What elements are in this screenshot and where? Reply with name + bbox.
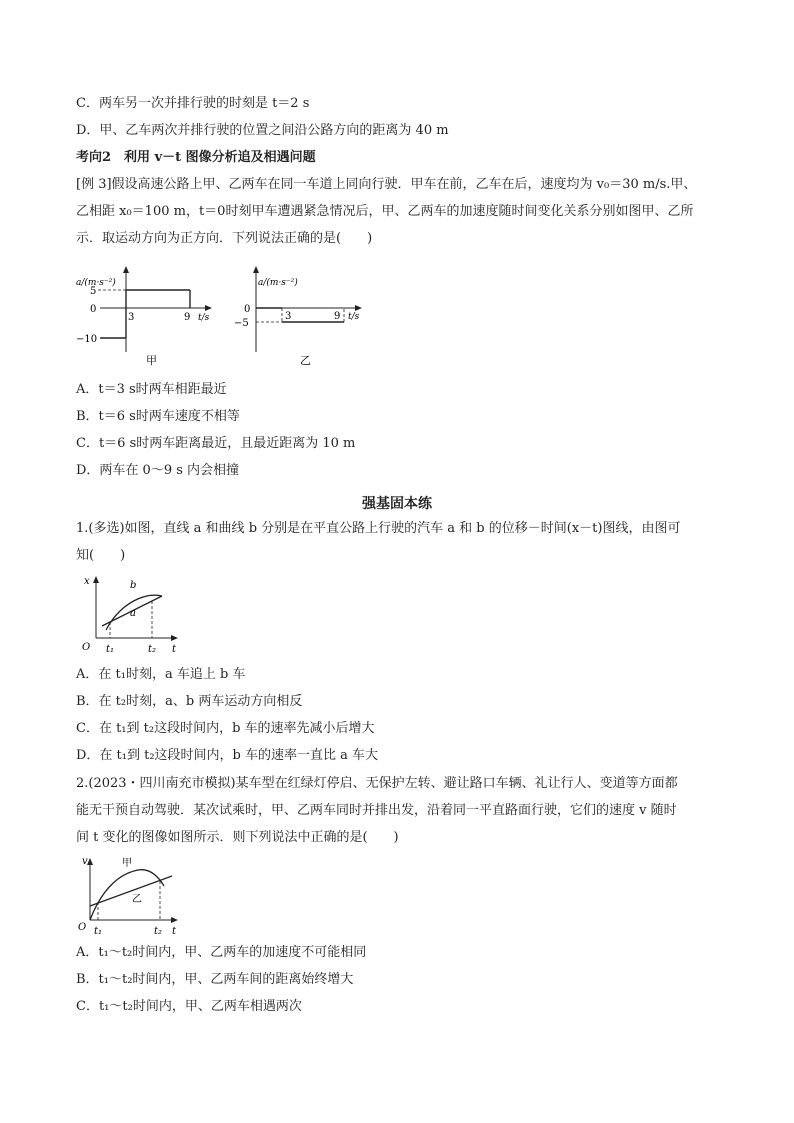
t2-label: t₂ (148, 644, 157, 654)
figure-q2 (76, 854, 186, 936)
y-axis-arrow (253, 266, 259, 273)
example3-line1: [例 3]假设高速公路上甲、乙两车在同一车道上同向行驶．甲车在前，乙车在后，速度均为 v₀＝30 m/s.甲、 (76, 177, 697, 192)
y-label: a/(m·s⁻²) (258, 278, 298, 288)
y-axis-arrow (123, 266, 129, 273)
label-yi: 乙 (132, 894, 142, 905)
figure-yi (230, 262, 380, 372)
y-label: x (84, 576, 90, 587)
y-label: a/(m·s⁻²) (76, 278, 116, 288)
origin-label: O (82, 642, 91, 653)
x-label: t (172, 644, 177, 654)
origin-label: O (78, 922, 87, 933)
x-label: t/s (198, 313, 210, 323)
caption-yi: 乙 (300, 354, 311, 367)
tick-3: 3 (128, 312, 135, 323)
tick-9: 9 (334, 311, 341, 322)
q2-option-c: C．t₁～t₂时间内，甲、乙两车相遇两次 (76, 999, 302, 1014)
x-label: t (172, 926, 177, 936)
example3-line2: 乙相距 x₀＝100 m，t＝0时刻甲车遭遇紧急情况后，甲、乙两车的加速度随时间变化关系分别如图甲、乙所 (76, 204, 694, 219)
tick-neg10: −10 (76, 334, 98, 345)
example3-option-a: A．t＝3 s时两车相距最近 (76, 382, 227, 397)
tick-0: 0 (90, 304, 97, 315)
tick-3: 3 (285, 311, 292, 322)
example3-option-d: D．两车在 0～9 s 内会相撞 (76, 463, 240, 478)
curve-jia (90, 870, 164, 920)
label-a: a (130, 608, 136, 619)
q2-option-a: A．t₁～t₂时间内，甲、乙两车的加速度不可能相同 (76, 945, 367, 960)
tick-9: 9 (184, 312, 191, 323)
tick-neg5: −5 (234, 318, 249, 329)
figure-jia (70, 262, 230, 372)
q2-line3: 间 t 变化的图像如图所示．则下列说法中正确的是( ) (76, 830, 399, 845)
section-title: 考向2 利用 v－t 图像分析追及相遇问题 (76, 150, 316, 165)
q2-option-b: B．t₁～t₂时间内，甲、乙两车间的距离始终增大 (76, 972, 354, 987)
caption-jia: 甲 (146, 354, 157, 367)
label-jia: 甲 (122, 858, 132, 869)
practice-title: 强基固本练 (362, 496, 432, 512)
x-label: t/s (348, 312, 360, 322)
q1-option-a: A．在 t₁时刻，a 车追上 b 车 (76, 667, 246, 682)
option-d-top: D．甲、乙车两次并排行驶的位置之间沿公路方向的距离为 40 m (76, 123, 449, 138)
x-axis-arrow (205, 305, 212, 311)
tick-5: 5 (90, 286, 97, 297)
q1-option-c: C．在 t₁到 t₂这段时间内，b 车的速率先减小后增大 (76, 721, 375, 736)
q1-option-d: D．在 t₁到 t₂这段时间内，b 车的速率一直比 a 车大 (76, 748, 379, 763)
q2-line1: 2.(2023・四川南充市模拟)某车型在红绿灯停启、无保护左转、避让路口车辆、礼让行人、变道等方面都 (76, 776, 678, 791)
q1-option-b: B．在 t₂时刻，a、b 两车运动方向相反 (76, 694, 303, 709)
t1-label: t₁ (94, 926, 103, 936)
y-label: v (82, 856, 88, 867)
example3-option-b: B．t＝6 s时两车速度不相等 (76, 409, 240, 424)
example3-line3: 示．取运动方向为正方向．下列说法正确的是( ) (76, 231, 373, 246)
tick-0: 0 (244, 304, 251, 315)
example3-option-c: C．t＝6 s时两车距离最近，且最近距离为 10 m (76, 436, 356, 451)
x-axis-arrow (355, 305, 362, 311)
t2-label: t₂ (154, 926, 163, 936)
q1-line1: 1.(多选)如图，直线 a 和曲线 b 分别是在平直公路上行驶的汽车 a 和 b 的位移－时间(x－t)图线，由图可 (76, 521, 681, 536)
option-c-top: C．两车另一次并排行驶的时刻是 t＝2 s (76, 96, 310, 111)
q1-line2: 知( ) (76, 548, 126, 563)
figure-q1 (76, 572, 186, 654)
label-b: b (130, 580, 137, 591)
t1-label: t₁ (106, 644, 115, 654)
q2-line2: 能无干预自动驾驶．某次试乘时，甲、乙两车同时并排出发，沿着同一平直路面行驶，它们的速度 v 随时 (76, 803, 677, 818)
